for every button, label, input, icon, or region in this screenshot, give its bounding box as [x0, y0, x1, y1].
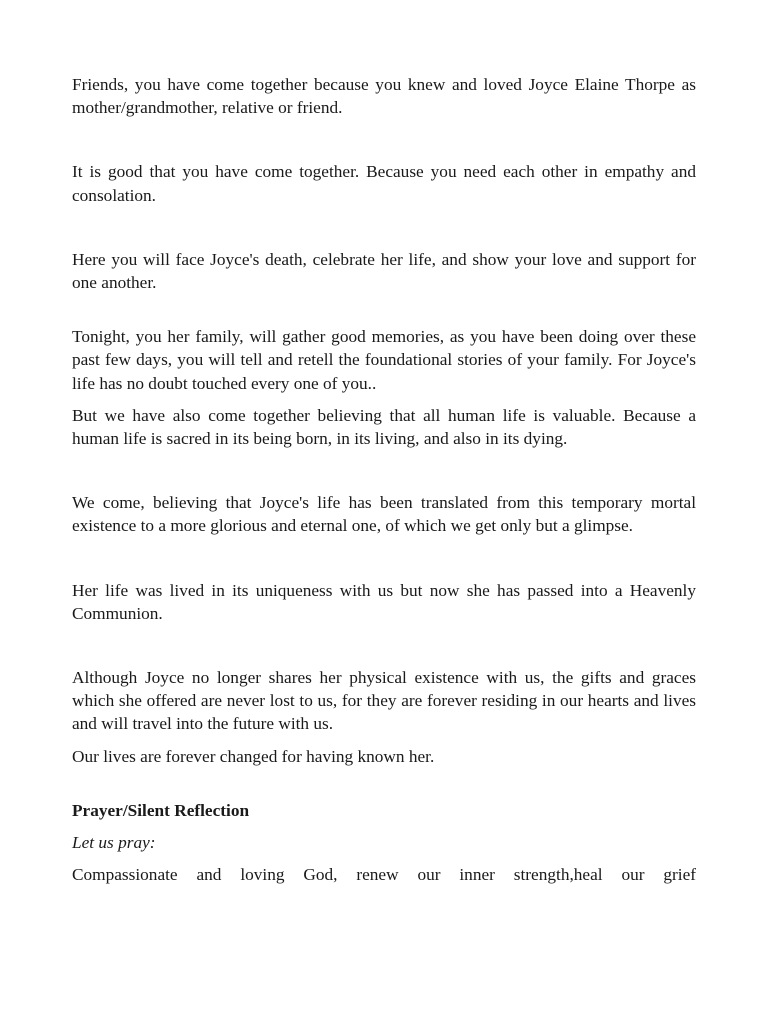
prayer-intro: Let us pray: [72, 833, 156, 853]
paragraph-9: Our lives are forever changed for having known her. [72, 746, 435, 766]
paragraph-4: Tonight, you her family, will gather good memories, as you have been doing over these past few days, you will tell and retell the foundational stories of your family. For Joyce's life has no doubt touched every one of you.. [72, 327, 696, 393]
prayer-text: Compassionate and loving God, renew our inner strength,heal our grief [72, 865, 696, 885]
paragraph-8: Although Joyce no longer shares her physical existence with us, the gifts and graces which she offered are never lost to us, for they are forever residing in our hearts and lives and will travel into the future with us. [72, 668, 696, 734]
paragraph-2: It is good that you have come together. Because you need each other in empathy and consolation. [72, 162, 696, 205]
paragraph-5: But we have also come together believing that all human life is valuable. Because a human life is sacred in its being born, in its living, and also in its dying. [72, 405, 696, 449]
paragraph-3: Here you will face Joyce's death, celebrate her life, and show your love and support for one another. [72, 249, 696, 293]
paragraph-6: We come, believing that Joyce's life has been translated from this temporary mortal existence to a more glorious and eternal one, of which we get only but a glimpse. [72, 493, 696, 536]
document-body [72, 73, 696, 886]
section-heading: Prayer/Silent Reflection [72, 800, 250, 820]
paragraph-1: Friends, you have come together because you knew and loved Joyce Elaine Thorpe as mother/grandmother, relative or friend. [72, 75, 696, 118]
paragraph-7: Her life was lived in its uniqueness with us but now she has passed into a Heavenly Communion. [72, 580, 696, 623]
